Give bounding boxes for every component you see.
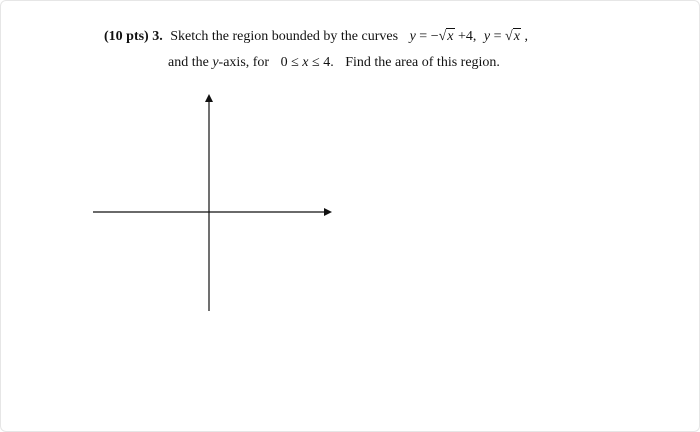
- line2-text-a: and the: [168, 55, 209, 70]
- problem-text: Sketch the region bounded by the curves: [170, 29, 399, 44]
- inequality-le-2: ≤: [312, 55, 320, 70]
- eq2-tail: ,: [524, 29, 528, 44]
- eq1-lhs: y: [409, 29, 416, 44]
- points-label: (10 pts) 3.: [104, 29, 163, 44]
- inequality-x: x: [302, 55, 309, 70]
- eq2-lhs: y: [483, 29, 491, 44]
- inequality-le-1: ≤: [291, 55, 299, 70]
- eq1-minus: −: [430, 29, 439, 44]
- eq1-radicand: x: [447, 29, 454, 44]
- eq1-tail: +4,: [458, 29, 477, 44]
- inequality-lower: 0: [280, 55, 288, 70]
- line2-text-c: Find the area of this region.: [345, 55, 500, 70]
- line2-y-variable: y: [212, 55, 219, 70]
- eq1-equals: =: [419, 29, 428, 44]
- eq2-radical-sign: √: [505, 29, 513, 44]
- line2-text-b: -axis, for: [218, 55, 270, 70]
- eq2-equals: =: [493, 29, 502, 44]
- inequality-upper: 4.: [323, 55, 334, 70]
- eq1-radical-sign: √: [438, 29, 447, 44]
- eq2-radicand: x: [513, 29, 520, 44]
